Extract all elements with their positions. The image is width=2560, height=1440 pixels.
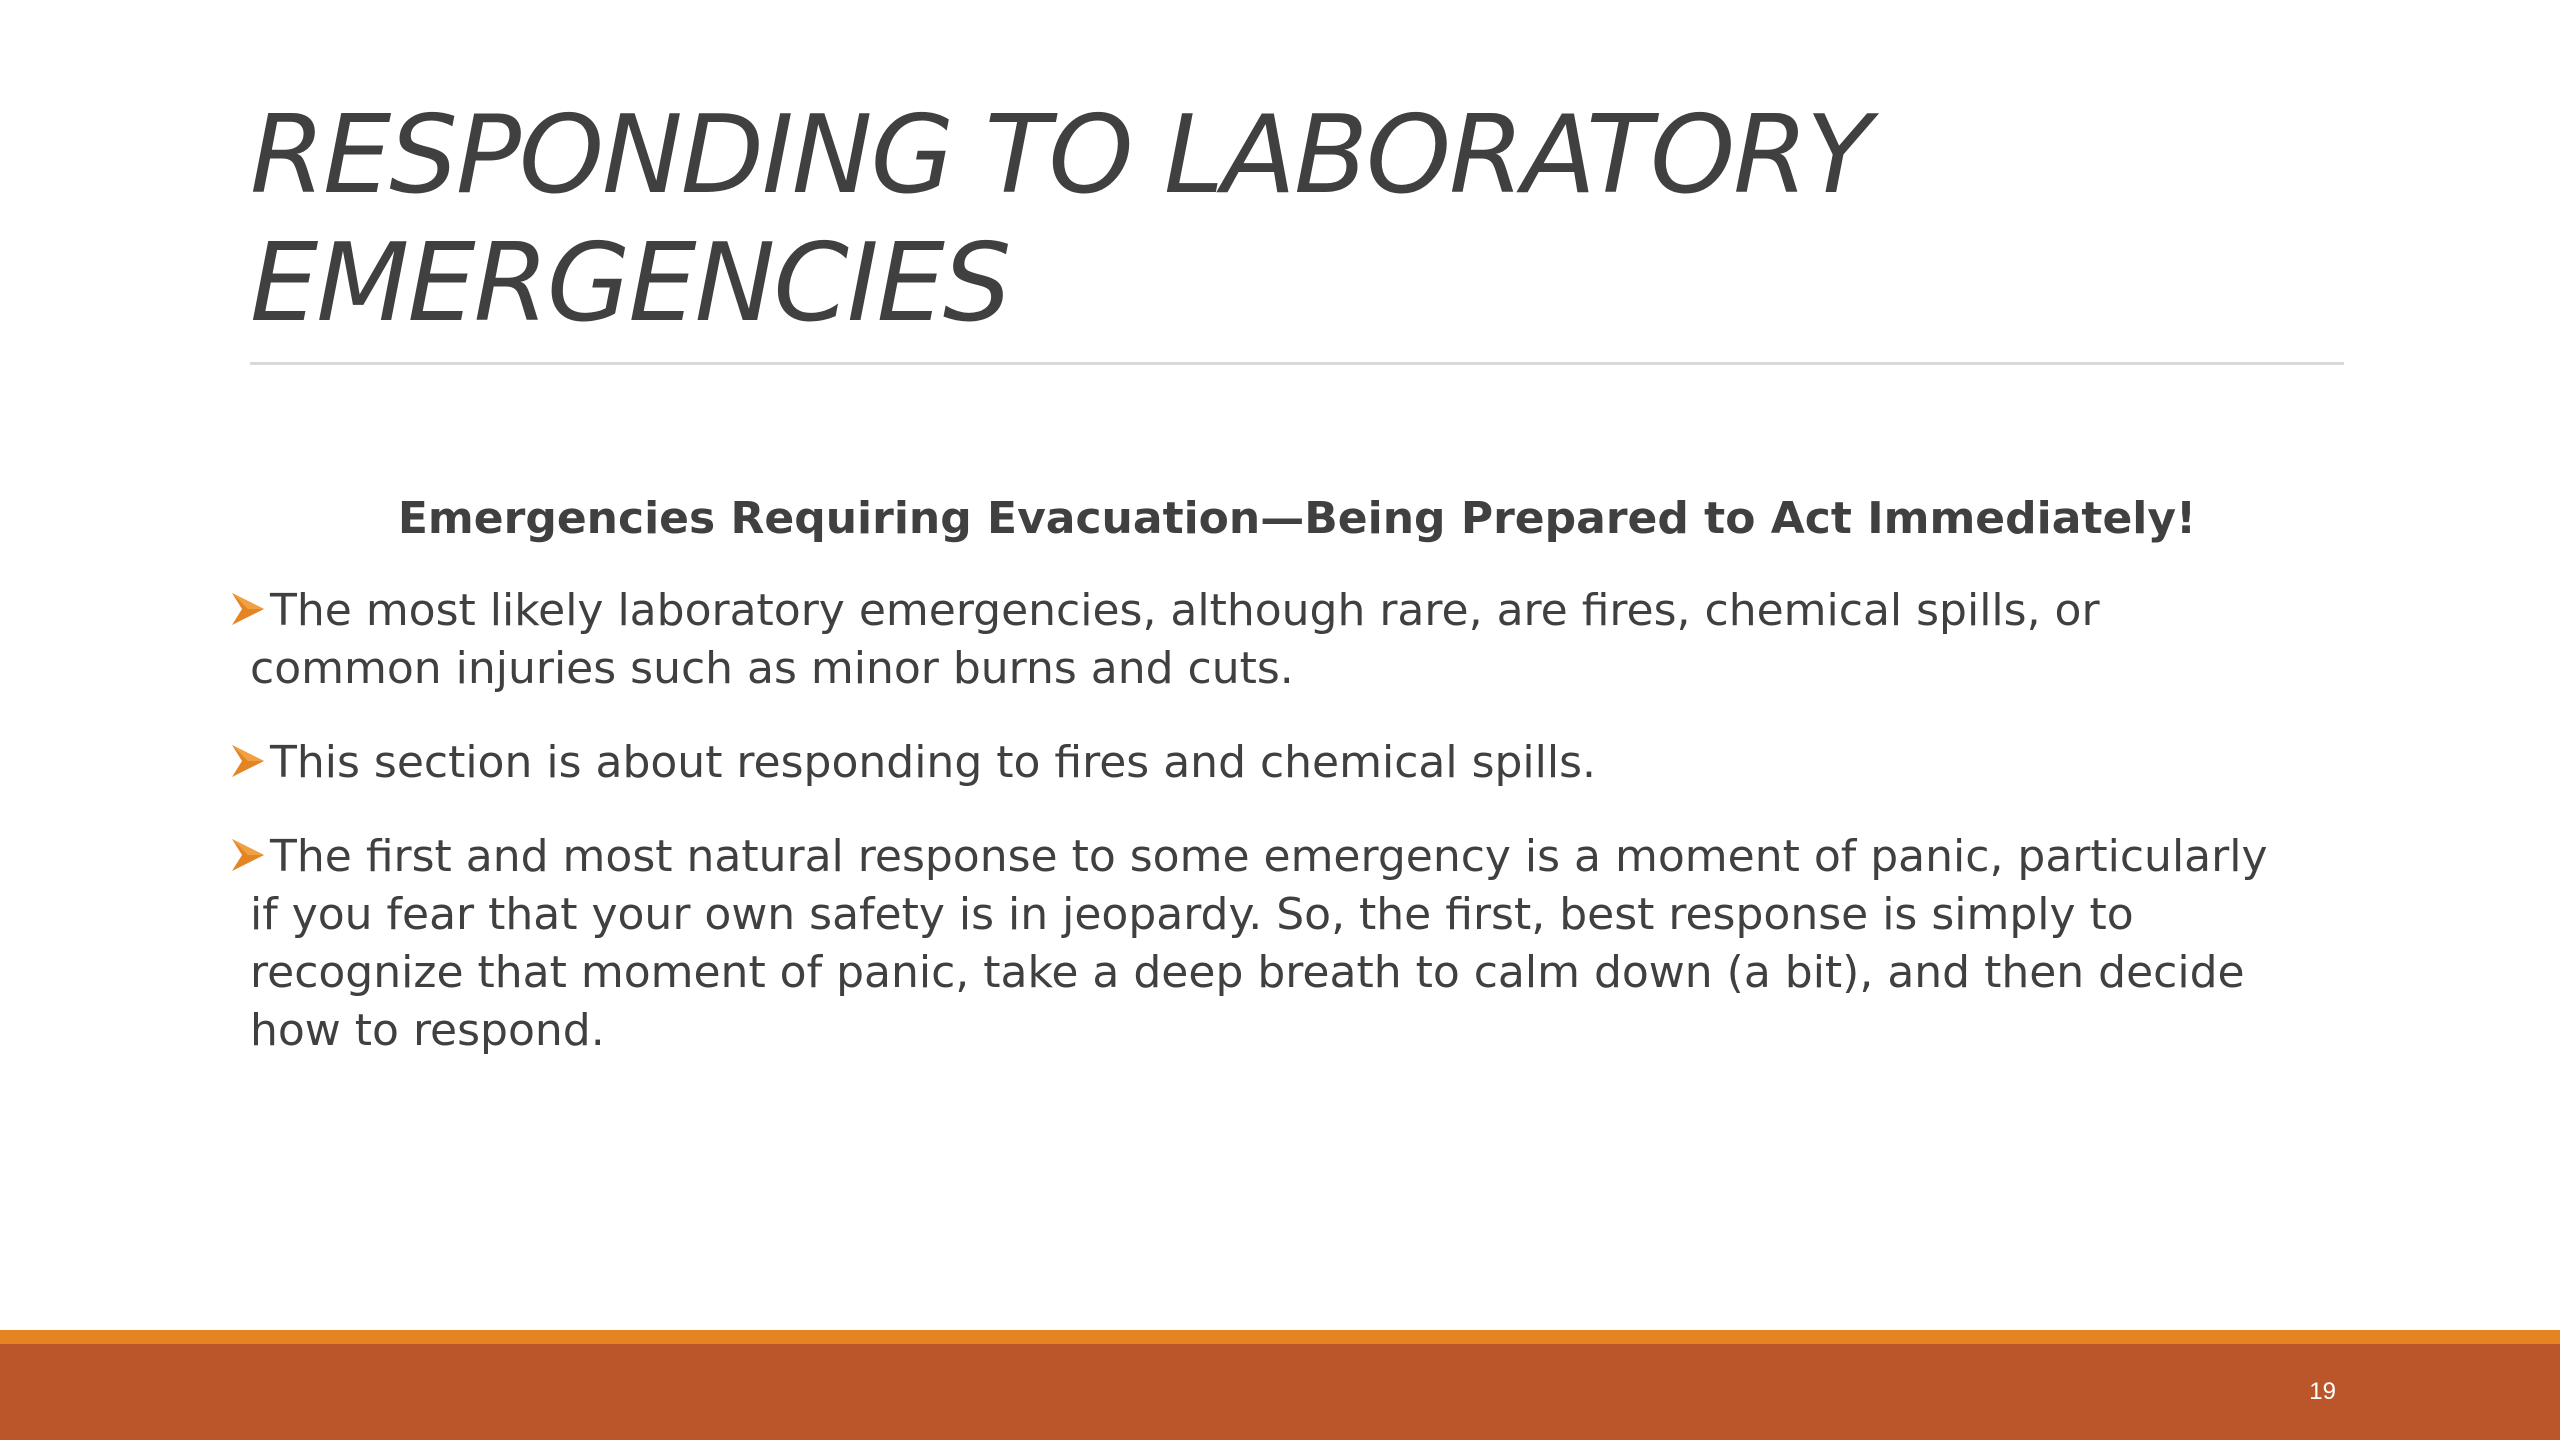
bullet-item [230, 734, 2270, 792]
bullet-text: The first and most natural response to some emergency is a moment of panic, particularly if you fear that your own safety is in jeopardy. So, the first, best response is simply to recognize that moment of panic, take a deep breath to calm down (a bit), and then decide how to respond. [250, 831, 2268, 1056]
bullet-item [230, 828, 2270, 1060]
arrowhead-bullet-icon [230, 587, 266, 631]
footer-bar [0, 1344, 2560, 1440]
bullet-text: This section is about responding to fires and chemical spills. [270, 737, 1597, 788]
bullet-text: The most likely laboratory emergencies, although rare, are fires, chemical spills, or common injuries such as minor burns and cuts. [250, 585, 2100, 694]
slide-number: 19 [2309, 1378, 2336, 1405]
bullet-item [230, 582, 2270, 698]
slide-title-line2: EMERGENCIES [250, 221, 1010, 346]
arrowhead-bullet-icon [230, 833, 266, 877]
title-divider [250, 362, 2344, 365]
slide-subheading: Emergencies Requiring Evacuation—Being Prepared to Act Immediately! [397, 493, 2197, 544]
arrowhead-bullet-icon [230, 739, 266, 783]
slide-title [250, 92, 2350, 348]
slide-title-line1: RESPONDING TO LABORATORY [250, 93, 1871, 218]
footer-accent-stripe [0, 1330, 2560, 1344]
bullet-list [230, 582, 2270, 1096]
